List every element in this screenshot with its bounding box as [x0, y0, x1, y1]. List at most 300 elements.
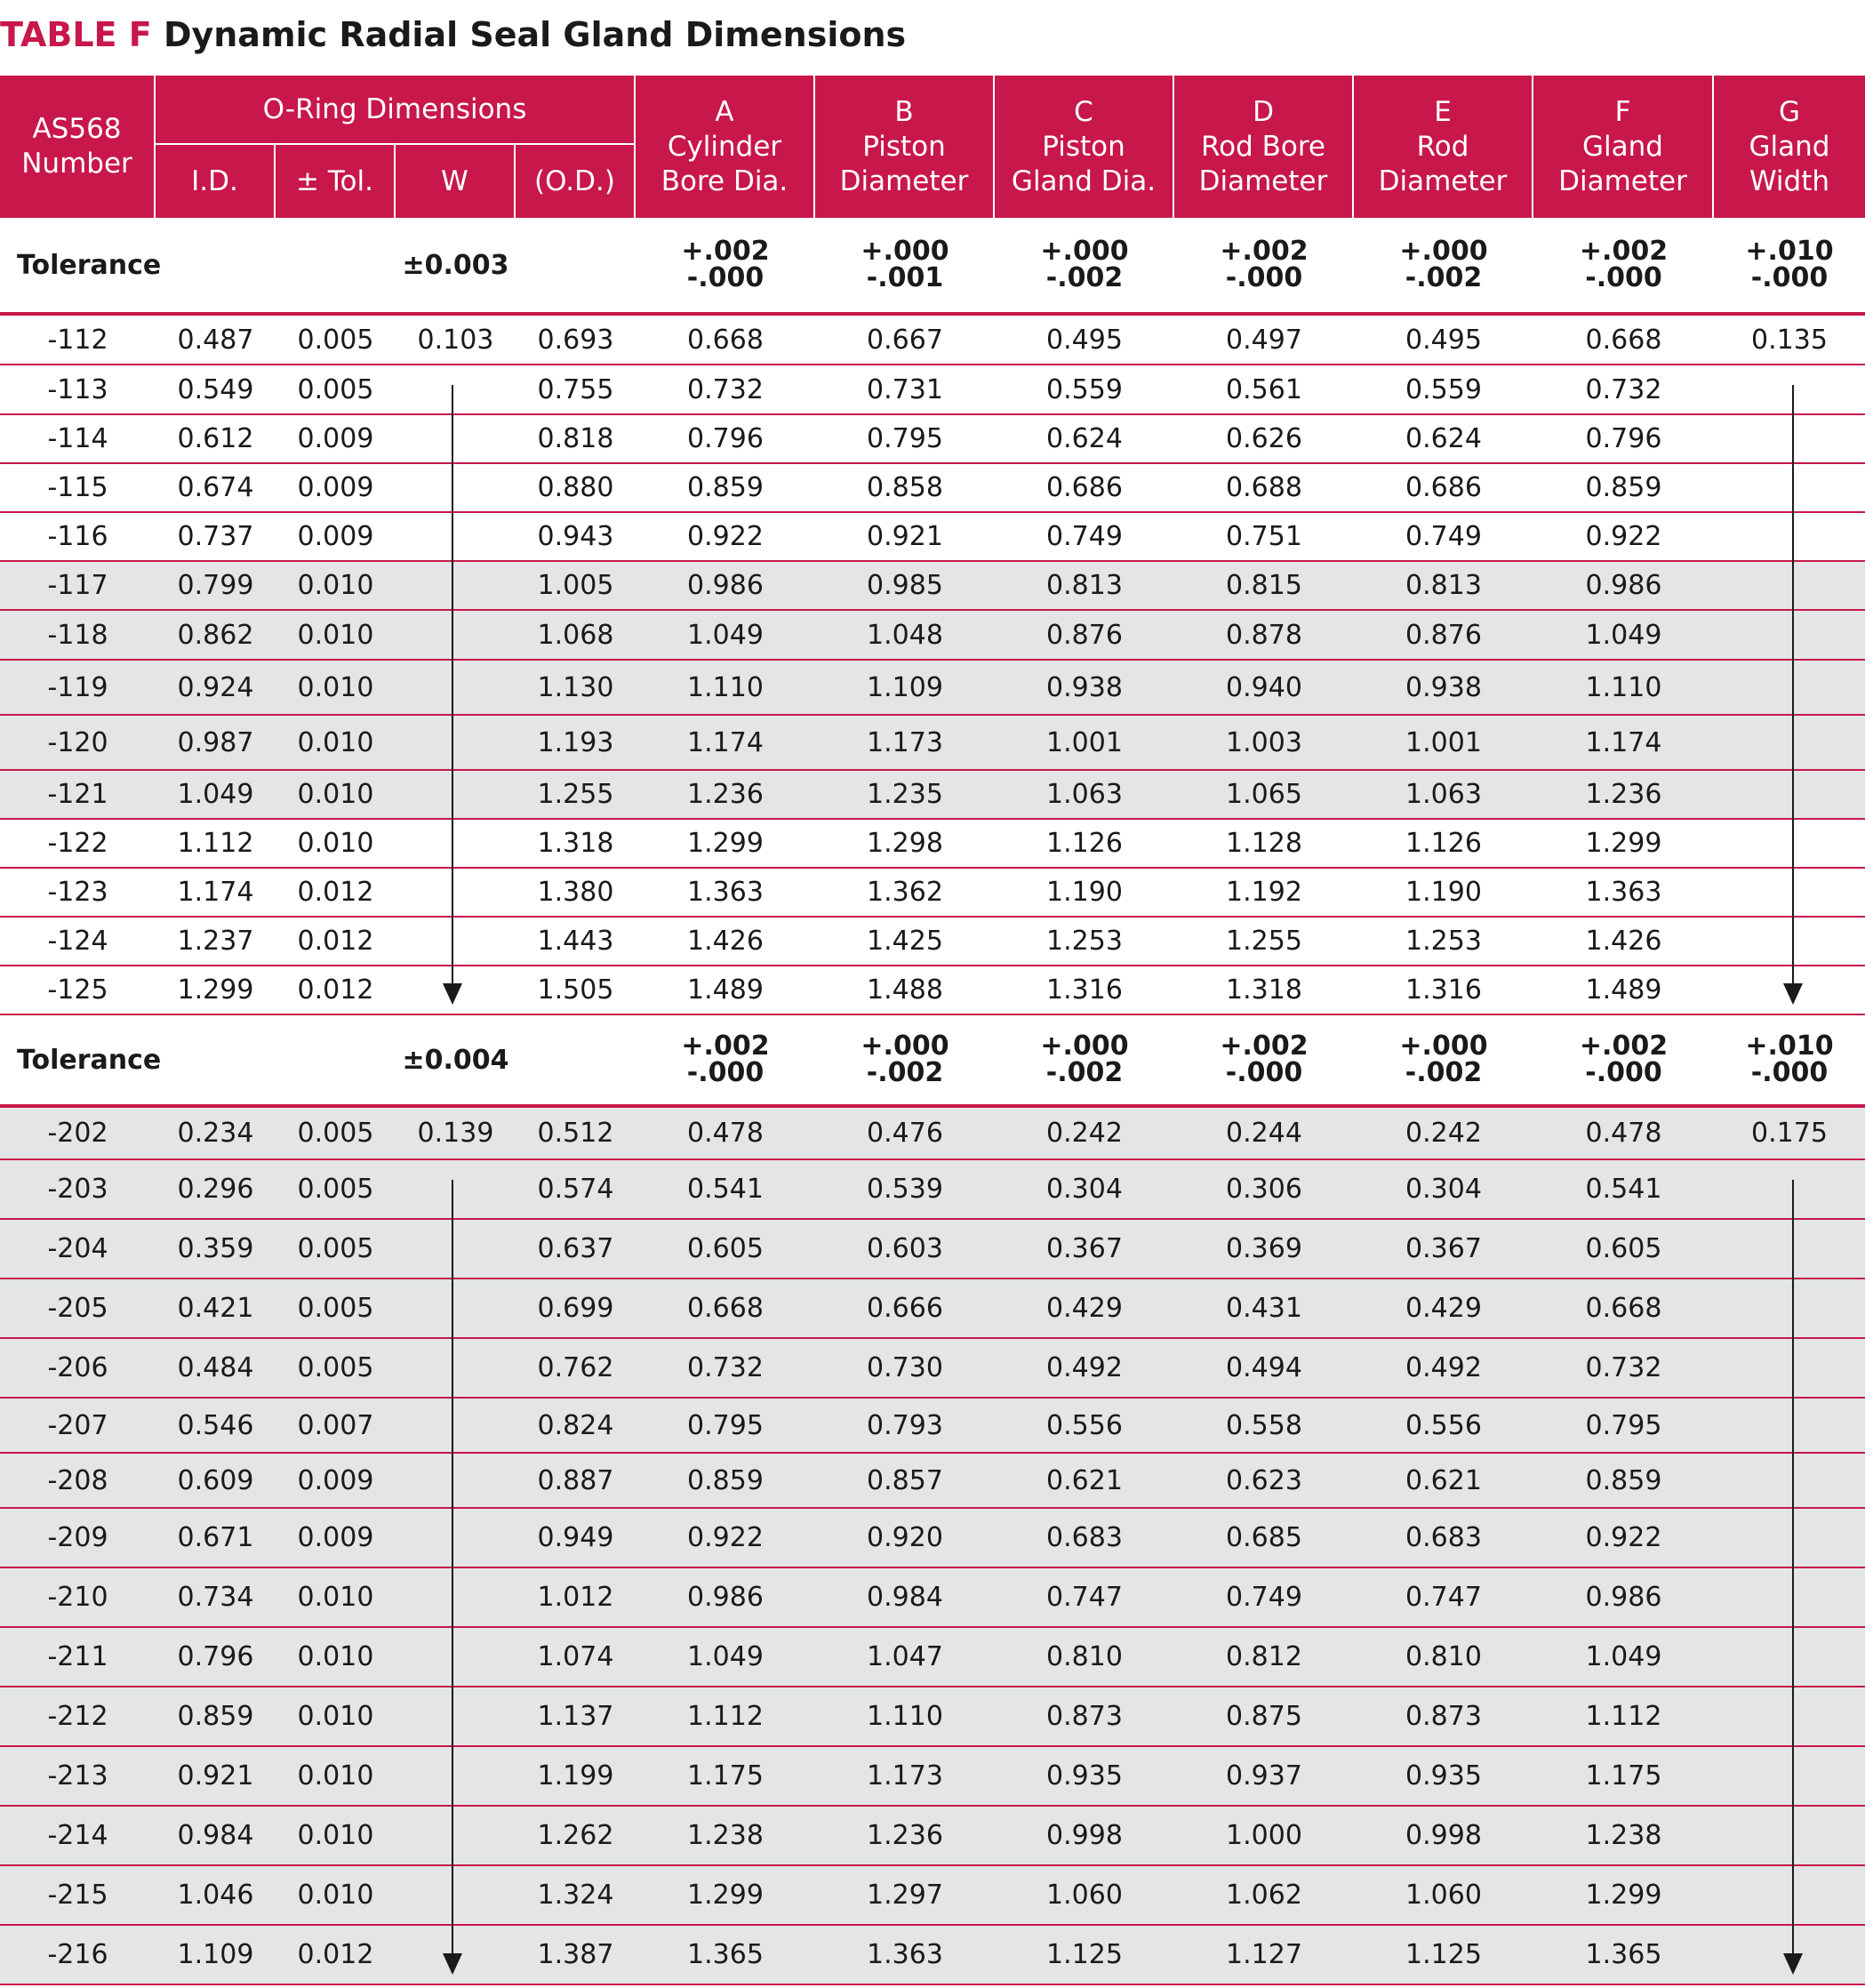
cell-value: 1.426 [1585, 926, 1662, 957]
table-row [0, 513, 1865, 562]
cell-value: 0.987 [177, 726, 254, 758]
table-cell [1354, 1160, 1533, 1218]
cell-value: 0.887 [537, 1464, 614, 1496]
cell-value: 0.559 [1405, 373, 1482, 405]
table-cell [636, 611, 815, 659]
tolerance-value: -.002 [1045, 1057, 1124, 1088]
cell-value: 0.859 [1585, 472, 1662, 503]
cell-value: 1.174 [687, 726, 764, 758]
table-cell [636, 1454, 815, 1507]
table-row [0, 869, 1865, 918]
cell-value: 1.387 [537, 1939, 614, 1970]
tolerance-col [1533, 1015, 1714, 1104]
cell-value: 0.135 [1751, 324, 1828, 356]
cell-value: 0.985 [867, 570, 943, 601]
cell-value: 0.558 [1226, 1409, 1302, 1441]
table-cell [156, 820, 276, 867]
cell-value: 0.007 [297, 1409, 374, 1441]
header-oring-sub [396, 143, 516, 218]
cell-value: -215 [47, 1880, 108, 1911]
table-cell [1533, 661, 1714, 714]
tolerance-value: +.002 [1579, 236, 1669, 267]
cell-value: 0.512 [537, 1118, 614, 1149]
cell-value: 0.012 [297, 926, 374, 957]
table-cell [1174, 1926, 1354, 1984]
tolerance-value: -.000 [686, 262, 764, 293]
header-text: F [1614, 95, 1631, 128]
cell-value: -115 [47, 472, 108, 503]
table-cell [1354, 1399, 1533, 1452]
cell-value: 0.922 [1585, 1522, 1662, 1553]
cell-value: 0.010 [297, 726, 374, 758]
table-row [0, 365, 1865, 415]
cell-value: 0.010 [297, 619, 374, 651]
cell-value: 0.484 [177, 1352, 254, 1383]
table-cell [1714, 918, 1865, 965]
tolerance-stack [1220, 238, 1308, 292]
cell-value: 0.623 [1226, 1464, 1302, 1496]
table-cell [0, 562, 156, 609]
table-cell [815, 316, 995, 364]
cell-value: 1.130 [537, 671, 614, 703]
header-text: O-Ring Dimensions [262, 92, 527, 125]
arrow-line [1792, 385, 1794, 987]
table-cell [396, 1399, 516, 1452]
cell-value: 0.813 [1405, 570, 1482, 601]
table-cell [1354, 1509, 1533, 1567]
cell-value: 0.810 [1046, 1641, 1123, 1672]
cell-value: 0.010 [297, 1641, 374, 1672]
tolerance-value: +.002 [681, 1030, 770, 1062]
table-cell [815, 869, 995, 916]
table-cell [0, 1160, 156, 1218]
table-cell [1714, 513, 1865, 560]
cell-value: 0.688 [1226, 472, 1302, 503]
table-cell [1714, 1568, 1865, 1626]
table-cell [1714, 820, 1865, 867]
cell-value: 1.110 [1585, 671, 1662, 703]
cell-value: -118 [47, 619, 108, 651]
table-cell [1174, 869, 1354, 916]
table-cell [995, 1628, 1174, 1686]
cell-value: 0.732 [687, 1352, 764, 1383]
table-row [0, 918, 1865, 966]
table-cell [156, 513, 276, 560]
table-cell [1714, 771, 1865, 818]
tolerance-value: -.001 [866, 262, 944, 293]
cell-value: 0.621 [1405, 1464, 1482, 1496]
table-cell [156, 1160, 276, 1218]
cell-value: 0.815 [1226, 570, 1302, 601]
arrow-head [1783, 983, 1803, 1005]
tolerance-value: +.002 [681, 236, 770, 267]
table-cell [156, 1926, 276, 1984]
arrow-head [443, 983, 462, 1005]
table-cell [636, 1108, 815, 1158]
cell-value: 0.795 [687, 1409, 764, 1441]
cell-value: 0.242 [1046, 1118, 1123, 1149]
table-row [0, 415, 1865, 464]
table-cell [396, 611, 516, 659]
header-text: W [441, 164, 468, 197]
table-row [0, 316, 1865, 365]
table-cell [1714, 611, 1865, 659]
cell-value: 1.236 [687, 779, 764, 810]
cell-value: -125 [47, 974, 108, 1006]
table-cell [396, 1454, 516, 1507]
cell-value: -207 [47, 1409, 108, 1441]
table-cell [1354, 1108, 1533, 1158]
table-cell [1533, 1866, 1714, 1924]
cell-value: 0.009 [297, 1522, 374, 1553]
table-cell [1174, 918, 1354, 965]
cell-value: 0.818 [537, 423, 614, 454]
table-cell [156, 611, 276, 659]
table-cell [1354, 1687, 1533, 1745]
table-cell [1714, 1687, 1865, 1745]
cell-value: 0.795 [1585, 1409, 1662, 1441]
tolerance-value: -.000 [1750, 1057, 1829, 1088]
cell-value: 0.875 [1226, 1701, 1302, 1732]
table-cell [995, 918, 1174, 965]
table-cell [0, 1339, 156, 1397]
table-cell [276, 1568, 396, 1626]
table-cell [156, 1866, 276, 1924]
table-cell [1714, 1509, 1865, 1567]
cell-value: 0.492 [1046, 1352, 1123, 1383]
cell-value: 0.012 [297, 974, 374, 1006]
cell-value: 1.068 [537, 619, 614, 651]
cell-value: 0.668 [1585, 324, 1662, 356]
table-cell [276, 1454, 396, 1507]
table-cell [636, 771, 815, 818]
tolerance-value: -.000 [1750, 262, 1829, 293]
table-cell [396, 513, 516, 560]
cell-value: 0.476 [867, 1118, 943, 1149]
table-cell [995, 1747, 1174, 1805]
table-cell [815, 716, 995, 769]
table-cell [0, 1220, 156, 1278]
table-cell [156, 966, 276, 1014]
table-cell [276, 661, 396, 714]
cell-value: 0.304 [1046, 1174, 1123, 1205]
cell-value: 0.668 [687, 324, 764, 356]
table-cell [396, 918, 516, 965]
table-cell [276, 316, 396, 364]
table-cell [396, 1160, 516, 1218]
table-cell [1174, 316, 1354, 364]
table-cell [995, 716, 1174, 769]
cell-value: 1.127 [1226, 1939, 1302, 1970]
cell-value: 1.253 [1046, 926, 1123, 957]
cell-value: 0.609 [177, 1464, 254, 1496]
table-cell [636, 415, 815, 462]
cell-value: 1.262 [537, 1820, 614, 1851]
table-cell [0, 464, 156, 511]
table-cell [1533, 966, 1714, 1014]
cell-value: 0.940 [1226, 671, 1302, 703]
table-cell [1354, 716, 1533, 769]
cell-value: 0.747 [1046, 1582, 1123, 1613]
table-cell [995, 1926, 1174, 1984]
table-cell [516, 1568, 636, 1626]
table-cell [995, 1866, 1174, 1924]
header-oring-sub [276, 143, 396, 218]
tolerance-label [0, 218, 396, 312]
cell-value: 0.624 [1405, 423, 1482, 454]
table-cell [0, 869, 156, 916]
cell-value: 0.495 [1405, 324, 1482, 356]
table-cell [995, 464, 1174, 511]
cell-value: 1.174 [1585, 726, 1662, 758]
table-cell [636, 1807, 815, 1864]
cell-value: 0.359 [177, 1233, 254, 1264]
table-cell [815, 1220, 995, 1278]
cell-value: -205 [47, 1293, 108, 1324]
cell-value: 0.986 [687, 570, 764, 601]
table-cell [815, 415, 995, 462]
table-cell [1714, 1747, 1865, 1805]
cell-value: 1.137 [537, 1701, 614, 1732]
table-cell [1354, 966, 1533, 1014]
cell-value: 0.751 [1226, 521, 1302, 552]
table-cell [276, 966, 396, 1014]
table-cell [276, 716, 396, 769]
tolerance-value: -.002 [1045, 262, 1124, 293]
table-cell [0, 1568, 156, 1626]
cell-value: 0.859 [687, 472, 764, 503]
cell-value: 0.429 [1405, 1293, 1482, 1324]
table-cell [636, 1628, 815, 1686]
table-cell [1354, 316, 1533, 364]
cell-value: 0.938 [1046, 671, 1123, 703]
tolerance-label [0, 1015, 396, 1104]
cell-value: 0.732 [687, 373, 764, 405]
table-cell [156, 1108, 276, 1158]
table-cell [1354, 820, 1533, 867]
table-cell [276, 1160, 396, 1218]
cell-value: 0.369 [1226, 1233, 1302, 1264]
table-cell [396, 1220, 516, 1278]
cell-value: 1.174 [177, 877, 254, 908]
table-cell [1533, 1926, 1714, 1984]
tolerance-value: +.002 [1579, 1030, 1669, 1062]
cell-value: 1.238 [687, 1820, 764, 1851]
table-cell [156, 464, 276, 511]
cell-value: 1.193 [537, 726, 614, 758]
table-cell [636, 1339, 815, 1397]
down-arrow-icon [452, 1180, 453, 1975]
header-text: Bore Dia. [660, 164, 788, 197]
table-cell [1174, 562, 1354, 609]
cell-value: 1.063 [1046, 779, 1123, 810]
cell-value: 0.605 [687, 1233, 764, 1264]
cell-value: 0.922 [687, 521, 764, 552]
table-cell [636, 1866, 815, 1924]
table-cell [516, 1220, 636, 1278]
header-as568-number [0, 76, 156, 218]
cell-value: 0.621 [1046, 1464, 1123, 1496]
cell-value: 0.810 [1405, 1641, 1482, 1672]
table-cell [0, 1866, 156, 1924]
table-cell [636, 966, 815, 1014]
cell-value: 0.478 [687, 1118, 764, 1149]
cell-value: 0.612 [177, 423, 254, 454]
cell-value: 0.605 [1585, 1233, 1662, 1264]
table-cell [1533, 1509, 1714, 1567]
table-cell [396, 869, 516, 916]
table-cell [1354, 1279, 1533, 1337]
cell-value: 0.685 [1226, 1522, 1302, 1553]
cell-value: 0.005 [297, 1293, 374, 1324]
table-heading: Dynamic Radial Seal Gland Dimensions [163, 15, 907, 54]
table-cell [636, 513, 815, 560]
table-cell [0, 513, 156, 560]
cell-value: 0.304 [1405, 1174, 1482, 1205]
down-arrow-icon [1792, 1180, 1794, 1975]
table-cell [516, 1108, 636, 1158]
table-cell [1174, 966, 1354, 1014]
cell-value: 0.876 [1046, 619, 1123, 651]
cell-value: -202 [47, 1118, 108, 1149]
table-cell [1533, 1454, 1714, 1507]
tolerance-col [995, 1015, 1174, 1104]
cell-value: 0.762 [537, 1352, 614, 1383]
cell-value: 1.060 [1405, 1880, 1482, 1911]
cell-value: 0.546 [177, 1409, 254, 1441]
table-cell [1174, 415, 1354, 462]
cell-value: -210 [47, 1582, 108, 1613]
table-cell [1533, 1568, 1714, 1626]
table-row [0, 771, 1865, 820]
table-cell [1174, 1160, 1354, 1218]
cell-value: 0.010 [297, 1820, 374, 1851]
cell-value: 0.666 [867, 1293, 943, 1324]
cell-value: 1.324 [537, 1880, 614, 1911]
header-oring-sub [516, 143, 636, 218]
table-cell [516, 869, 636, 916]
cell-value: 0.922 [1585, 521, 1662, 552]
tolerance-stack [1040, 238, 1128, 292]
cell-value: -216 [47, 1939, 108, 1970]
table-cell [516, 562, 636, 609]
cell-value: 1.001 [1405, 726, 1482, 758]
cell-value: 0.812 [1226, 1641, 1302, 1672]
table-cell [276, 1807, 396, 1864]
table-cell [516, 1628, 636, 1686]
table-cell [1533, 562, 1714, 609]
cell-value: 0.943 [537, 521, 614, 552]
table-cell [396, 1807, 516, 1864]
table-cell [1533, 1220, 1714, 1278]
table-cell [0, 1628, 156, 1686]
table-cell [276, 820, 396, 867]
table-row [0, 1108, 1865, 1160]
tolerance-col [1354, 1015, 1533, 1104]
cell-value: -211 [47, 1641, 108, 1672]
table-cell [815, 1628, 995, 1686]
table-cell [516, 365, 636, 413]
tolerance-value: +.010 [1745, 236, 1834, 267]
tolerance-col [1174, 1015, 1354, 1104]
table-row [0, 1279, 1865, 1339]
cell-value: 1.363 [867, 1939, 943, 1970]
cell-value: 0.938 [1405, 671, 1482, 703]
table-cell [0, 316, 156, 364]
cell-value: 0.010 [297, 779, 374, 810]
table-cell [1714, 415, 1865, 462]
table-cell [815, 1807, 995, 1864]
arrow-line [452, 1180, 453, 1957]
table-cell [1714, 316, 1865, 364]
table-cell [156, 1399, 276, 1452]
cell-value: 0.559 [1046, 373, 1123, 405]
header-text: Piston [862, 130, 946, 163]
tolerance-value: +.000 [1040, 1030, 1129, 1062]
cell-value: 0.984 [177, 1820, 254, 1851]
table-cell [995, 1454, 1174, 1507]
header-text: Piston [1042, 130, 1125, 163]
cell-value: -213 [47, 1760, 108, 1792]
cell-value: 0.671 [177, 1522, 254, 1553]
tolerance-label-text: Tolerance [17, 249, 162, 281]
table-cell [276, 1108, 396, 1158]
table-cell [995, 1399, 1174, 1452]
table-cell [276, 1926, 396, 1984]
cell-value: 0.549 [177, 373, 254, 405]
table-cell [0, 1926, 156, 1984]
table-row [0, 1160, 1865, 1220]
cell-value: -122 [47, 828, 108, 859]
table-cell [0, 1279, 156, 1337]
table-cell [396, 820, 516, 867]
down-arrow-icon [452, 385, 453, 1005]
table-cell [995, 415, 1174, 462]
table-cell [0, 365, 156, 413]
cell-value: 1.046 [177, 1880, 254, 1911]
tolerance-label-text: Tolerance [17, 1044, 162, 1076]
tolerance-stack [1580, 238, 1668, 292]
table-cell [995, 1807, 1174, 1864]
cell-value: 0.478 [1585, 1118, 1662, 1149]
tolerance-value: +.010 [1745, 1030, 1834, 1062]
table-cell [516, 716, 636, 769]
table-cell [815, 562, 995, 609]
cell-value: -208 [47, 1464, 108, 1496]
header-text: Gland Dia. [1011, 164, 1157, 197]
table-cell [396, 316, 516, 364]
tolerance-value: -.000 [1585, 262, 1662, 293]
cell-value: 0.010 [297, 1701, 374, 1732]
tolerance-value: +.000 [1399, 236, 1488, 267]
table-cell [1174, 1339, 1354, 1397]
tolerance-w [396, 218, 516, 312]
table-cell [636, 1926, 815, 1984]
table-cell [1354, 1568, 1533, 1626]
header-text: Gland [1582, 130, 1663, 163]
table-cell [1354, 365, 1533, 413]
cell-value: 0.667 [867, 324, 943, 356]
cell-value: 0.242 [1405, 1118, 1482, 1149]
cell-value: 0.920 [867, 1522, 943, 1553]
table-label: TABLE F [0, 15, 152, 54]
table-cell [1533, 771, 1714, 818]
cell-value: 0.431 [1226, 1293, 1302, 1324]
header-text: G [1778, 95, 1801, 128]
table-cell [1533, 415, 1714, 462]
table-cell [1354, 562, 1533, 609]
header-text: Cylinder [667, 130, 782, 163]
